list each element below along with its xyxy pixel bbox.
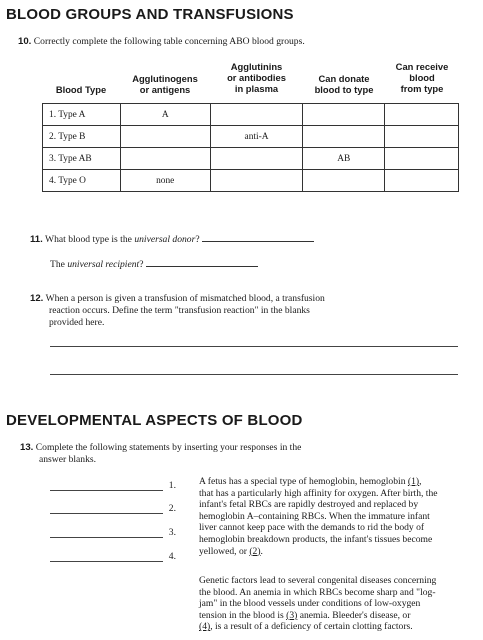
text-line: the blood. An anemia in which RBCs become sharp and "log- bbox=[199, 586, 436, 598]
blank-number: 2. bbox=[168, 503, 176, 514]
answer-line[interactable] bbox=[50, 346, 458, 347]
cell-agglutinogens[interactable] bbox=[120, 126, 210, 148]
answer-blank-4[interactable] bbox=[50, 561, 163, 562]
question-text: Correctly complete the following table concerning ABO blood groups. bbox=[33, 36, 305, 47]
cell-can-donate[interactable] bbox=[303, 170, 385, 192]
question-italic: universal donor bbox=[134, 234, 196, 245]
header-line: in plasma bbox=[234, 83, 279, 94]
text-line: Genetic factors lead to several congenital diseases concerning bbox=[199, 575, 437, 586]
text-line bbox=[199, 546, 479, 558]
cell-can-donate[interactable] bbox=[303, 104, 385, 126]
blank-ref: (3) bbox=[286, 609, 298, 621]
text: tension in the blood is bbox=[199, 609, 287, 621]
header-line: from type bbox=[400, 83, 444, 94]
abo-blood-group-table bbox=[42, 103, 459, 192]
cell-agglutinogens[interactable]: none bbox=[120, 170, 210, 192]
cell-blood-type: 4. Type O bbox=[43, 170, 121, 192]
cell-can-receive[interactable] bbox=[385, 126, 459, 148]
cell-agglutinins[interactable] bbox=[210, 170, 303, 192]
section-title-blood-groups: BLOOD GROUPS AND TRANSFUSIONS bbox=[6, 6, 294, 23]
cell-agglutinogens[interactable] bbox=[120, 148, 210, 170]
cell-blood-type: 1. Type A bbox=[43, 104, 121, 126]
question-10 bbox=[18, 36, 305, 48]
blank-ref: (1) bbox=[407, 476, 420, 487]
blank-number: 4. bbox=[168, 551, 176, 562]
text: A fetus has a special type of hemoglobin, hemoglobin bbox=[199, 476, 408, 487]
blank-number: 1. bbox=[168, 480, 176, 491]
text: , is a result of a deficiency of certain clotting factors. bbox=[210, 621, 413, 633]
table-row bbox=[43, 126, 459, 148]
answer-blank-universal-recipient[interactable] bbox=[146, 266, 258, 267]
table-row bbox=[43, 104, 459, 126]
blank-ref: (2) bbox=[249, 545, 261, 557]
question-number: 10. bbox=[18, 36, 32, 47]
header-can-receive bbox=[385, 61, 459, 94]
cell-agglutinins[interactable] bbox=[210, 148, 303, 170]
question-text: answer blanks. bbox=[39, 454, 97, 465]
header-line: blood bbox=[409, 72, 435, 83]
cell-agglutinins[interactable] bbox=[210, 104, 303, 126]
answer-blank-universal-donor[interactable] bbox=[202, 241, 314, 242]
cell-can-donate[interactable] bbox=[303, 126, 385, 148]
question-text: provided here. bbox=[49, 317, 105, 328]
cell-blood-type: 3. Type AB bbox=[43, 148, 121, 170]
cell-can-donate[interactable]: AB bbox=[303, 148, 385, 170]
answer-blank-1[interactable] bbox=[50, 490, 163, 491]
cell-can-receive[interactable] bbox=[385, 104, 459, 126]
header-blood-type: Blood Type bbox=[55, 84, 107, 95]
question-13 bbox=[20, 442, 470, 466]
question-12 bbox=[30, 293, 470, 329]
text-line bbox=[199, 476, 479, 488]
header-agglutinins bbox=[210, 61, 303, 94]
header-line: or antigens bbox=[139, 84, 191, 95]
question-text: ? bbox=[195, 234, 200, 245]
text: yellowed, or bbox=[199, 545, 250, 557]
question-11-part-b bbox=[50, 259, 258, 271]
cell-agglutinins[interactable]: anti-A bbox=[210, 126, 303, 148]
table-row bbox=[43, 148, 459, 170]
text-line: hemoglobin A–containing RBCs. When the immature infant bbox=[199, 510, 430, 522]
cell-can-receive[interactable] bbox=[385, 148, 459, 170]
blank-ref: (4) bbox=[199, 621, 211, 633]
blank-number: 3. bbox=[168, 527, 176, 538]
question-text: ? bbox=[139, 259, 144, 270]
text: anemia. Bleeder's disease, or bbox=[297, 609, 411, 621]
question-number: 13. bbox=[20, 442, 34, 453]
cell-blood-type: 2. Type B bbox=[43, 126, 121, 148]
question-text: The bbox=[50, 259, 68, 270]
statement-paragraph-1 bbox=[199, 476, 479, 557]
text-line: infant's fetal RBCs are rapidly destroyed and replaced by bbox=[199, 499, 419, 511]
question-text: reaction occurs. Define the term "transfusion reaction" in the blanks bbox=[49, 305, 310, 316]
question-text: When a person is given a transfusion of mismatched blood, a transfusion bbox=[45, 293, 325, 304]
header-line: or antibodies bbox=[227, 72, 286, 83]
section-title-developmental-aspects: DEVELOPMENTAL ASPECTS OF BLOOD bbox=[6, 412, 303, 429]
header-can-donate bbox=[303, 73, 385, 95]
header-agglutinogens bbox=[120, 73, 210, 95]
cell-can-receive[interactable] bbox=[385, 170, 459, 192]
question-italic: universal recipient bbox=[67, 259, 140, 270]
header-line: Can donate bbox=[318, 73, 370, 84]
table-row bbox=[43, 170, 459, 192]
text-line: that has a particularly high affinity for oxygen. After birth, the bbox=[199, 487, 438, 499]
text-line: jam" in the blood vessels under conditions of low-oxygen bbox=[199, 598, 421, 610]
question-text: What blood type is the bbox=[45, 234, 135, 245]
text-line: hemoglobin breakdown products, the infant's tissues become bbox=[199, 533, 433, 545]
text-line bbox=[199, 621, 479, 633]
answer-line[interactable] bbox=[50, 374, 458, 375]
header-line: Agglutinogens bbox=[132, 73, 198, 84]
text: . bbox=[260, 545, 263, 557]
question-number: 12. bbox=[30, 293, 44, 304]
statement-paragraph-2 bbox=[199, 575, 479, 633]
question-number: 11. bbox=[30, 234, 43, 245]
answer-blank-3[interactable] bbox=[50, 537, 163, 538]
answer-blank-2[interactable] bbox=[50, 513, 163, 514]
header-line: blood to type bbox=[314, 84, 374, 95]
header-line: Can receive bbox=[395, 61, 449, 72]
header-line: Agglutinins bbox=[230, 61, 283, 72]
cell-agglutinogens[interactable]: A bbox=[120, 104, 210, 126]
text: , bbox=[419, 476, 422, 487]
question-text: Complete the following statements by inserting your responses in the bbox=[35, 442, 302, 453]
text-line bbox=[199, 610, 479, 622]
question-11 bbox=[30, 234, 314, 246]
text-line: liver cannot keep pace with the demands to rid the body of bbox=[199, 522, 425, 534]
